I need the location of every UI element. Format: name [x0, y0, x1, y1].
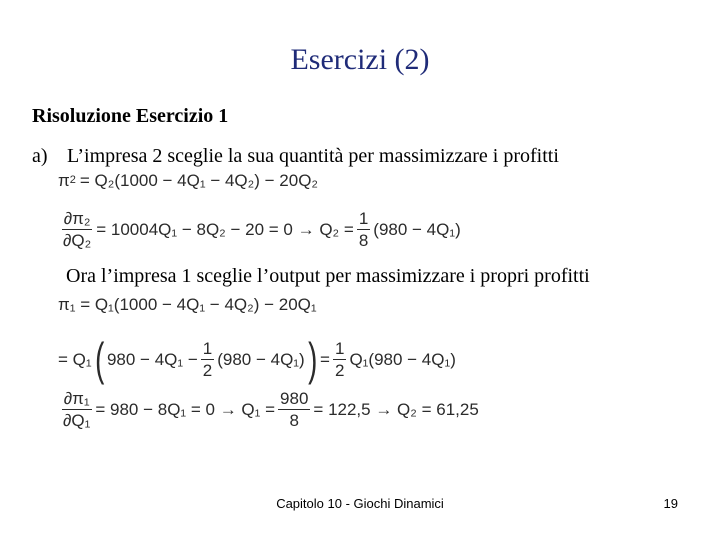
- list-item-a-text: L’impresa 2 sceglie la sua quantità per massimizzare i profitti: [67, 145, 559, 167]
- eq2-tail: (980 − 4Q₁): [373, 220, 461, 239]
- eq2-coef-fraction: [357, 210, 370, 249]
- eq1-rhs: = Q₂(1000 − 4Q₁ − 4Q₂) − 20Q₂: [79, 171, 319, 190]
- footer-caption: Capitolo 10 - Giochi Dinamici: [276, 496, 444, 511]
- eq4-eq: =: [320, 349, 330, 369]
- eq2-frac2-num: 1: [358, 209, 369, 228]
- eq4-frac-num: 1: [202, 338, 213, 358]
- page-number: 19: [663, 496, 678, 511]
- right-paren-icon: ): [307, 333, 317, 385]
- eq4-half-fraction: [201, 340, 214, 379]
- eq5-derivative-fraction: [61, 390, 92, 429]
- eq4-frac2-num: 1: [334, 338, 345, 358]
- eq4-inner-b: (980 − 4Q₁): [217, 349, 305, 369]
- eq5-frac2-num: 980: [280, 389, 309, 408]
- eq4-frac2-den: 2: [334, 360, 345, 380]
- equation-foc-firm1: [58, 390, 479, 429]
- eq4-frac-den: 2: [202, 360, 213, 380]
- eq5-tail: = 122,5 → Q₂ = 61,25: [313, 400, 479, 419]
- eq4-start: = Q₁: [58, 349, 92, 369]
- eq5-frac-den: ∂Q₁: [63, 411, 91, 430]
- eq1-lhs: π: [58, 171, 70, 190]
- eq4-tail: Q₁(980 − 4Q₁): [349, 349, 456, 369]
- eq5-frac2-den: 8: [289, 411, 299, 430]
- eq4-inner-a: 980 − 4Q₁ −: [106, 349, 198, 369]
- list-item-b-text: Ora l’impresa 1 sceglie l’output per massimizzare i propri profitti: [66, 265, 590, 287]
- equation-profit-firm2: [58, 172, 318, 189]
- list-item-a: [32, 142, 559, 170]
- left-paren-icon: (: [94, 333, 104, 385]
- equation-foc-firm2: [58, 210, 461, 249]
- eq3-lhs: π₁ = Q₁(1000 − 4Q₁ − 4Q₂) − 20Q₁: [58, 295, 317, 314]
- eq1-lhs-sub: 2: [69, 174, 76, 186]
- eq2-frac2-den: 8: [358, 231, 369, 250]
- eq5-frac-num: ∂π₁: [63, 389, 90, 408]
- eq2-mid: = 10004Q₁ − 8Q₂ − 20 = 0 → Q₂ =: [96, 220, 354, 239]
- equation-profit-firm1-substituted: [58, 333, 456, 385]
- slide-title: Esercizi (2): [290, 43, 430, 76]
- eq5-value-fraction: [278, 390, 310, 429]
- equation-profit-firm1: [58, 296, 317, 313]
- eq2-frac-den: ∂Q₂: [63, 231, 92, 250]
- eq5-mid: = 980 − 8Q₁ = 0 → Q₁ =: [95, 400, 276, 419]
- list-marker-a: a): [32, 145, 48, 167]
- section-heading: Risoluzione Esercizio 1: [32, 105, 229, 127]
- eq2-frac-num: ∂π₂: [63, 209, 91, 228]
- eq2-derivative-fraction: [61, 210, 93, 249]
- eq4-half-fraction-2: [333, 340, 346, 379]
